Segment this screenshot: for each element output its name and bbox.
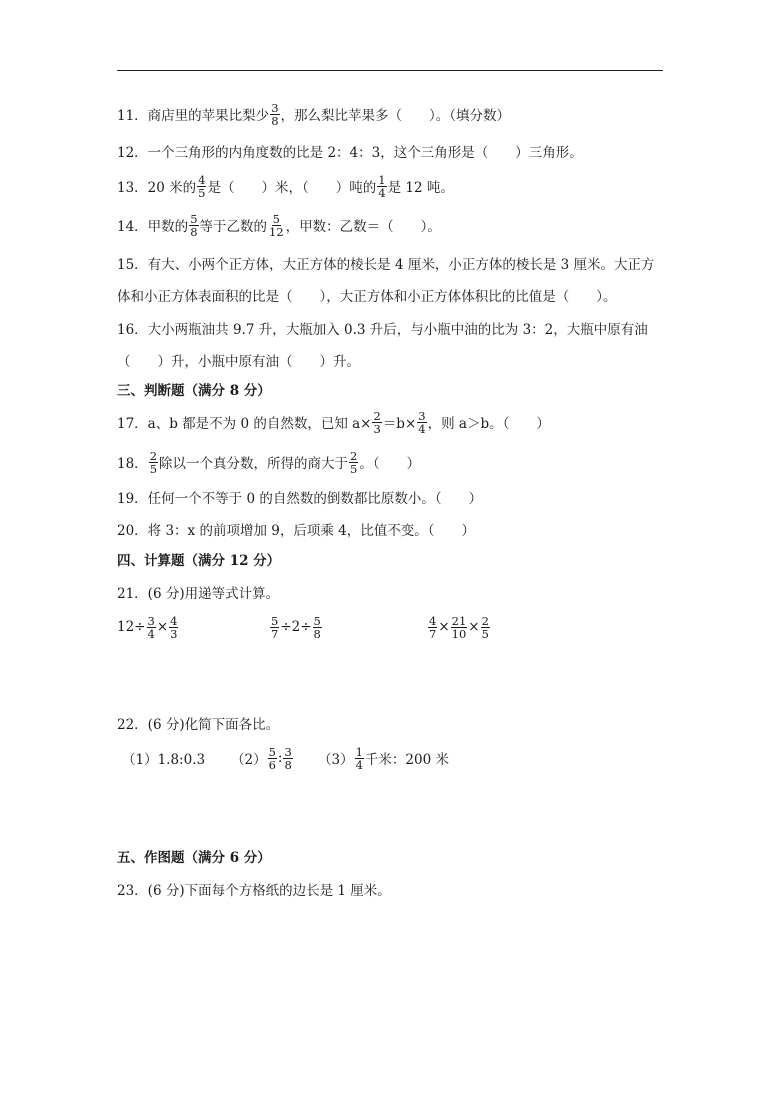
q21-text: 21．(6 分)用递等式计算。: [117, 586, 280, 602]
fraction: $\frac{5}{7}$: [271, 613, 279, 641]
section-3-heading: [117, 372, 271, 406]
q19-text: 19．任何一个不等于 0 的自然数的倒数都比原数小。（ ）: [117, 491, 483, 507]
q17-text-b: ＝b×: [382, 416, 417, 432]
header-rule: [117, 70, 663, 71]
fraction: $\frac{2}{5}$: [350, 448, 358, 476]
q21-expression-3: [427, 610, 491, 644]
section-3-title: 三、判断题（满分 8 分）: [117, 383, 271, 399]
fraction: $\frac{21}{10}$: [451, 613, 467, 641]
fraction: $\frac{3}{8}$: [271, 100, 279, 128]
q22-part-2: [231, 741, 294, 775]
q21-e1-lead: 12÷: [117, 619, 146, 635]
question-12: [117, 134, 583, 168]
fraction: $\frac{4}{7}$: [429, 613, 437, 641]
question-13: [117, 169, 454, 203]
question-20: [117, 512, 475, 546]
question-18: [117, 445, 420, 479]
fraction: $\frac{2}{5}$: [481, 613, 489, 641]
question-22: [117, 706, 279, 740]
q22-part-3: [318, 741, 449, 775]
operator: ×: [156, 619, 169, 635]
fraction: $\frac{3}{4}$: [147, 613, 155, 641]
q12-text: 12．一个三角形的内角度数的比是 2：4：3，这个三角形是（ ）三角形。: [117, 145, 583, 161]
q13-text-c: 是 12 吨。: [387, 180, 454, 196]
fraction: $\frac{3}{4}$: [418, 408, 426, 436]
q14-text-c: ，甲数：乙数＝（ ）。: [285, 219, 441, 235]
q13-text-a: 13．20 米的: [117, 180, 197, 196]
q18-text-c: 。（ ）: [359, 456, 421, 472]
q14-text-a: 14．甲数的: [117, 219, 189, 235]
q15-text-b: 体和小正方体表面积的比是（ ），大正方体和小正方体体积比的比值是（ ）。: [117, 289, 617, 305]
question-23: [117, 872, 391, 906]
fraction: $\frac{1}{4}$: [378, 172, 386, 200]
q22-part-1: [122, 741, 205, 775]
fraction: $\frac{5}{8}$: [190, 211, 198, 239]
q22-p1-text: （1）1.8:0.3: [122, 752, 206, 768]
question-14: [117, 208, 441, 242]
q15-text-a: 15．有大、小两个正方体，大正方体的棱长是 4 厘米，小正方体的棱长是 3 厘米。大正方: [117, 257, 655, 273]
q11-text-a: 11．商店里的苹果比梨少: [117, 108, 270, 124]
q14-text-b: 等于乙数的: [199, 219, 268, 235]
q22-p2-label: （2）: [231, 752, 267, 768]
q17-text-a: 17．a、b 都是不为 0 的自然数，已知 a×: [117, 416, 372, 432]
fraction: $\frac{4}{5}$: [198, 172, 206, 200]
fraction: $\frac{2}{3}$: [373, 408, 381, 436]
fraction: $\frac{5}{12}$: [269, 211, 284, 239]
section-4-heading: [117, 542, 280, 576]
q22-p3-text: 千米：200 米: [364, 752, 449, 768]
q18-text-a: 18．: [117, 456, 148, 472]
q22-p3-label: （3）: [318, 752, 354, 768]
fraction: $\frac{5}{8}$: [313, 613, 321, 641]
q13-text-b: 是（ ）米，（ ）吨的: [207, 180, 377, 196]
fraction: $\frac{1}{4}$: [355, 744, 363, 772]
question-17: [117, 405, 550, 439]
colon: :: [277, 750, 283, 766]
section-5-title: 五、作图题（满分 6 分）: [117, 850, 271, 866]
q23-text: 23．(6 分)下面每个方格纸的边长是 1 厘米。: [117, 883, 391, 899]
q21-expression-2: [269, 610, 323, 644]
fraction: $\frac{2}{5}$: [149, 448, 158, 476]
question-19: [117, 480, 482, 514]
question-15-line-2: [117, 278, 617, 312]
operator: ×: [438, 619, 450, 635]
fraction: $\frac{3}{8}$: [284, 744, 292, 772]
q18-text-b: 除以一个真分数，所得的商大于: [159, 456, 349, 472]
q16-text-b: （ ）升，小瓶中原有油（ ）升。: [117, 354, 360, 370]
fraction: $\frac{4}{3}$: [170, 613, 178, 641]
q17-text-c: ，则 a＞b。（ ）: [427, 416, 550, 432]
q21-expression-1: [117, 610, 179, 644]
operator: ÷2÷: [280, 619, 312, 635]
q20-text: 20．将 3：x 的前项增加 9，后项乘 4，比值不变。（ ）: [117, 523, 475, 539]
section-4-title: 四、计算题（满分 12 分）: [117, 553, 281, 569]
fraction: $\frac{5}{6}$: [268, 744, 276, 772]
question-11: [117, 97, 510, 131]
q11-text-b: ，那么梨比苹果多（ ）。（填分数）: [280, 108, 511, 124]
question-21: [117, 575, 279, 609]
q22-text: 22．(6 分)化简下面各比。: [117, 717, 280, 733]
section-5-heading: [117, 839, 271, 873]
question-16-line-1: [117, 311, 648, 345]
operator: ×: [468, 619, 480, 635]
question-15-line-1: [117, 246, 655, 280]
q16-text-a: 16．大小两瓶油共 9.7 升，大瓶加入 0.3 升后，与小瓶中油的比为 3：2，大瓶中原有油: [117, 322, 648, 338]
